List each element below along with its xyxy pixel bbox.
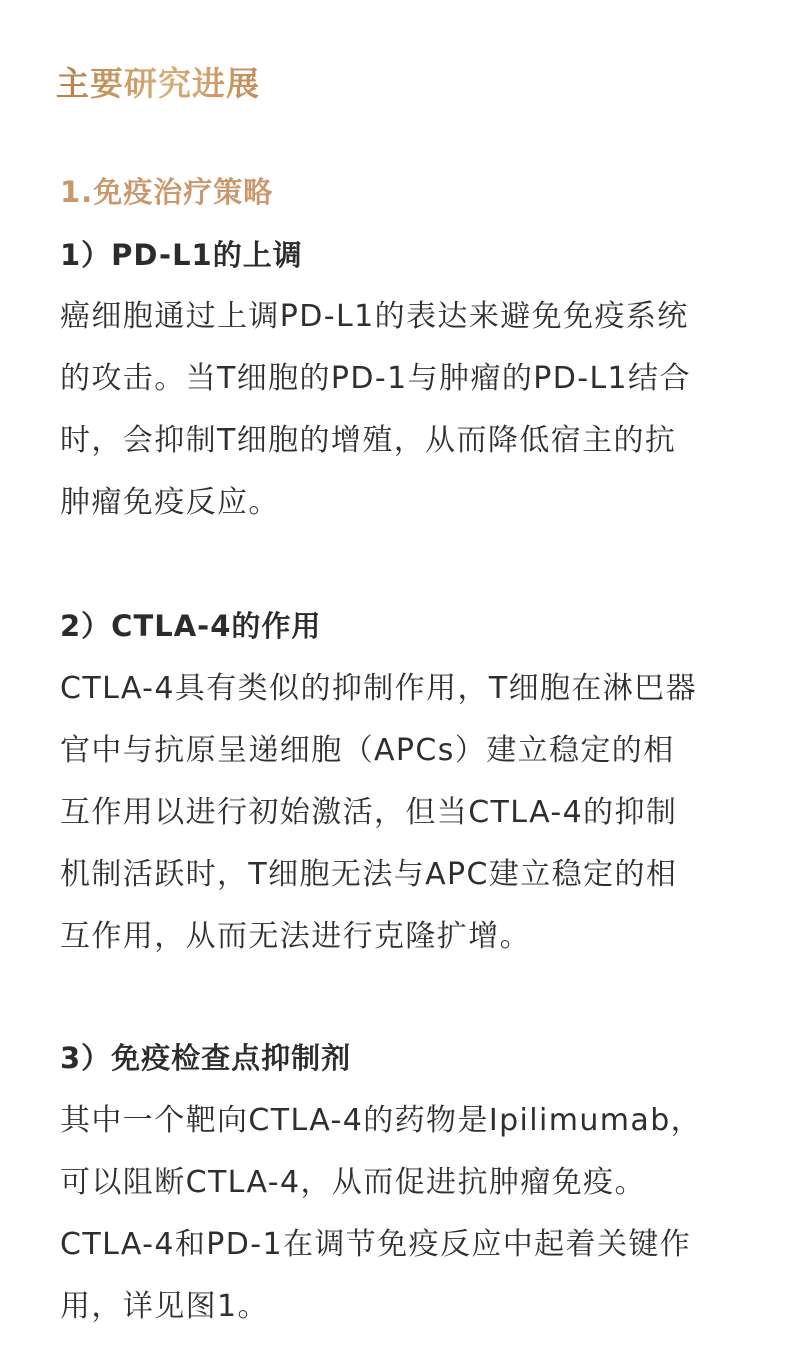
paragraph-ctla-4 [60, 658, 744, 968]
paragraph-line: CTLA-4和PD-1在调节免疫反应中起着关键作 [60, 1227, 692, 1262]
paragraph-line: 时，会抑制T细胞的增殖，从而降低宿主的抗 [60, 423, 677, 458]
main-title: 主要研究进展 [56, 60, 260, 108]
paragraph-line: 的攻击。当T细胞的PD-1与肿瘤的PD-L1结合 [60, 361, 691, 396]
paragraph-line: 肿瘤免疫反应。 [60, 485, 280, 520]
paragraph-checkpoint-inhibitors [60, 1090, 744, 1338]
paragraph-line: 互作用以进行初始激活，但当CTLA-4的抑制 [60, 795, 678, 830]
paragraph-line: 其中一个靶向CTLA-4的药物是Ipilimumab， [60, 1103, 703, 1138]
paragraph-pd-l1 [60, 286, 744, 534]
paragraph-line: CTLA-4具有类似的抑制作用，T细胞在淋巴器 [60, 671, 697, 706]
paragraph-line: 可以阻断CTLA-4，从而促进抗肿瘤免疫。 [60, 1165, 646, 1200]
paragraph-line: 用，详见图1。 [60, 1289, 269, 1324]
section-title: 1.免疫治疗策略 [60, 175, 274, 209]
paragraph-line: 机制活跃时，T细胞无法与APC建立稳定的相 [60, 857, 678, 892]
subsection-heading-pd-l1: 1）PD-L1的上调 [60, 238, 303, 272]
paragraph-line: 癌细胞通过上调PD-L1的表达来避免免疫系统 [60, 299, 689, 334]
paragraph-line: 官中与抗原呈递细胞（APCs）建立稳定的相 [60, 733, 675, 768]
subsection-heading-checkpoint-inhibitors: 3）免疫检查点抑制剂 [60, 1041, 352, 1075]
subsection-heading-ctla-4: 2）CTLA-4的作用 [60, 609, 322, 643]
paragraph-line: 互作用，从而无法进行克隆扩增。 [60, 919, 531, 954]
